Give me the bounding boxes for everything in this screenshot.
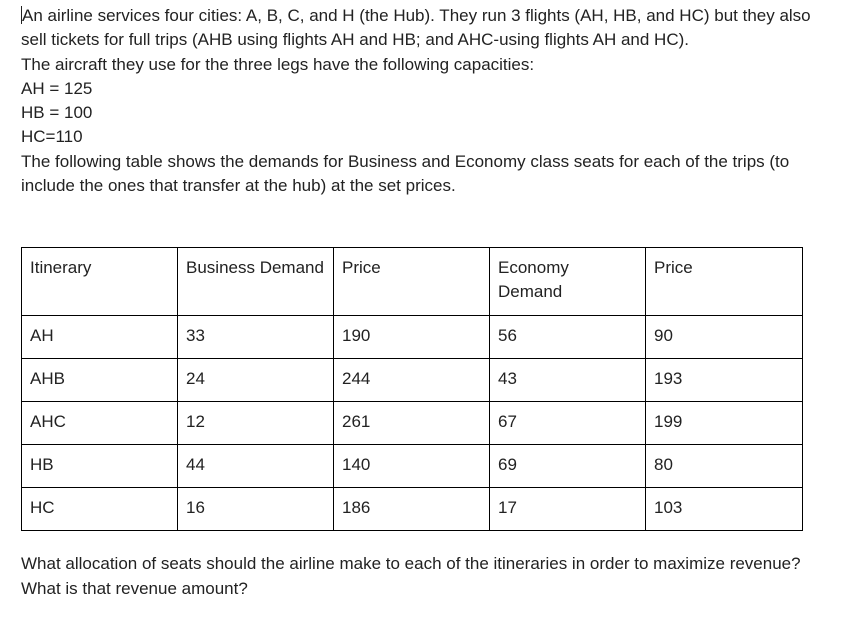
- cell-business-price: 186: [334, 488, 490, 531]
- cell-itinerary: AHC: [22, 402, 178, 445]
- cell-itinerary: HC: [22, 488, 178, 531]
- header-itinerary: Itinerary: [22, 248, 178, 316]
- capacity-hc: HC=110: [21, 127, 83, 147]
- table-row: [22, 359, 803, 402]
- cell-itinerary: AHB: [22, 359, 178, 402]
- intro-paragraph: [21, 4, 811, 53]
- header-business-demand: Business Demand: [178, 248, 334, 316]
- cell-business-demand: 24: [178, 359, 334, 402]
- cell-economy-price: 103: [646, 488, 803, 531]
- header-business-price: Price: [334, 248, 490, 316]
- cell-business-demand: 33: [178, 316, 334, 359]
- cell-business-demand: 44: [178, 445, 334, 488]
- cell-itinerary: HB: [22, 445, 178, 488]
- cell-economy-demand: 17: [490, 488, 646, 531]
- cell-business-price: 244: [334, 359, 490, 402]
- table-header-row: [22, 248, 803, 316]
- header-economy-demand: Economy Demand: [490, 248, 646, 316]
- cell-business-demand: 16: [178, 488, 334, 531]
- cell-itinerary: AH: [22, 316, 178, 359]
- cell-economy-demand: 56: [490, 316, 646, 359]
- cell-business-price: 190: [334, 316, 490, 359]
- cell-economy-demand: 69: [490, 445, 646, 488]
- cell-business-demand: 12: [178, 402, 334, 445]
- capacity-intro: The aircraft they use for the three legs have the following capacities:: [21, 54, 535, 74]
- cell-economy-price: 193: [646, 359, 803, 402]
- header-economy-price: Price: [646, 248, 803, 316]
- demand-table: [21, 247, 803, 531]
- cell-economy-demand: 43: [490, 359, 646, 402]
- table-row: [22, 402, 803, 445]
- cell-economy-demand: 67: [490, 402, 646, 445]
- problem-intro: [21, 4, 811, 198]
- table-row: [22, 316, 803, 359]
- capacity-hb: HB = 100: [21, 103, 93, 123]
- capacity-ah: AH = 125: [21, 78, 93, 98]
- table-row: [22, 445, 803, 488]
- cell-economy-price: 199: [646, 402, 803, 445]
- question-text: What allocation of seats should the airline make to each of the itineraries in order to maximize revenue? What is that revenue amount?: [21, 554, 801, 598]
- cell-economy-price: 80: [646, 445, 803, 488]
- table-row: [22, 488, 803, 531]
- cell-business-price: 261: [334, 402, 490, 445]
- table-intro: The following table shows the demands for Business and Economy class seats for each of the trips (to include the ones that transfer at the hub) at the set prices.: [21, 151, 790, 196]
- cell-business-price: 140: [334, 445, 490, 488]
- cell-economy-price: 90: [646, 316, 803, 359]
- intro-paragraph-text: An airline services four cities: A, B, C, and H (the Hub). They run 3 flights (AH, HB, and HC) but they also sell tickets for full trips (AHB using flights AH and HB; and AHC-using flights AH and HC).: [21, 6, 811, 50]
